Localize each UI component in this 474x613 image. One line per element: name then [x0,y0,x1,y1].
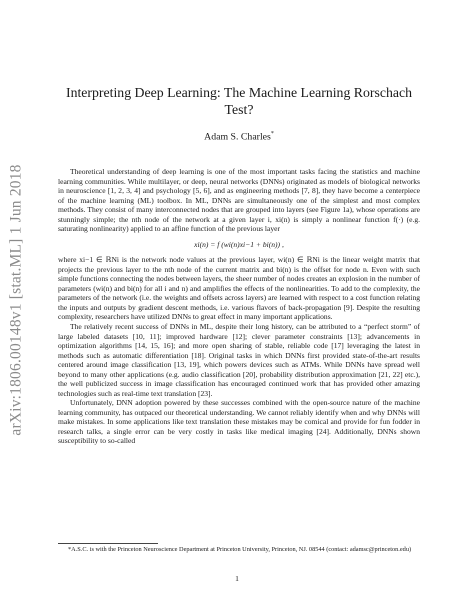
footnote: *A.S.C. is with the Princeton Neuroscience Department at Princeton University, Princeton, NJ. 08544 (contact: adamsc@princeton.edu) [68,546,412,553]
author-footnote-mark: * [270,131,274,137]
author-name: Adam S. Charles [204,131,271,143]
paragraph-unfortunately: Unfortunately, DNN adoption powered by these successes combined with the open-source nature of the machine learning community, has outpaced our theoretical understanding. We cannot reliably identify when and why DNNs will make mistakes. In some applications like text translation these mistakes may be comical and provide for fun fodder in research talks, a single error can be very costly in tasks like medical imaging [24]. Additionally, DNNs shown susceptibility to so-called [58,398,420,446]
paragraph-where: where xi−1 ∈ ℝNi is the network node values at the previous layer, wi(n) ∈ ℝNi is the linear weight matrix that projects the previous layer to the nth node of the current matrix and bi(n) is the offset for node n. Even with such simple functions connecting the nodes between layers, the sheer number of nodes creates an explosion in the number of parameters (wi(n) and bi(n) for all i and n) and amplifies the effects of the nonlinearities. To add to the complexity, the parameters of the network (i.e. the weights and offsets across layers) are learned with respect to a cost function relating the inputs and outputs by gradient descent methods, i.e. various flavors of back-propagation [9]. Despite the resulting complexity, researchers have utilized DNNs to great effect in many important applications. [58,255,420,322]
footnote-rule [58,543,158,544]
equation: xi(n) = f (wi(n)xi−1 + bi(n)) , [194,239,284,249]
page-number: 1 [235,574,239,583]
paragraph-success: The relatively recent success of DNNs in ML, despite their long history, can be attributed to a “perfect storm” of large labeled datasets [10, 11]; improved hardware [12]; clever parameter constraints [13]; advancements in optimization algorithms [14, 15, 16]; and more open sharing of stable, reliable code [17] leveraging the latest in methods such as automatic differentiation [18]. Original tasks in which DNNs first provided state-of-the-art results centered around image classification [13, 19], which powers devices such as ATMs. While DNNs have spread well beyond to many other applications (e.g. audio classification [20], probability distribution approximation [21, 22] etc.), the well publicized success in image classification has encouraged continued work that has provided other amazing technologies such as real-time text translation [23]. [58,322,420,398]
arxiv-stamp-text: arXiv:1806.00148v1 [stat.ML] 1 Jun 2018 [8,164,25,436]
paper-page [58,84,420,446]
paragraph-intro: Theoretical understanding of deep learning is one of the most important tasks facing the statistics and machine learning communities. While multilayer, or deep, neural networks (DNNs) originated as models of biological networks in neuroscience [1, 2, 3, 4] and psychology [5, 6], and as engineering methods [7, 8], they have become a centerpiece of the machine learning (ML) toolbox. In ML, DNNs are simultaneously one of the simplest and most complex methods. They consist of many interconnected nodes that are grouped into layers (see Figure 1a), whose operations are stunningly simple; the nth node of the network at a given layer i, xi(n) is simply a nonlinear function f(·) (e.g. saturating nonlinearity) applied to an affine function of the previous layer [58,167,420,234]
author-line [58,131,420,142]
arxiv-stamp [4,150,30,450]
body-text [58,167,420,445]
paper-title: Interpreting Deep Learning: The Machine Learning Rorschach Test? [65,85,413,117]
